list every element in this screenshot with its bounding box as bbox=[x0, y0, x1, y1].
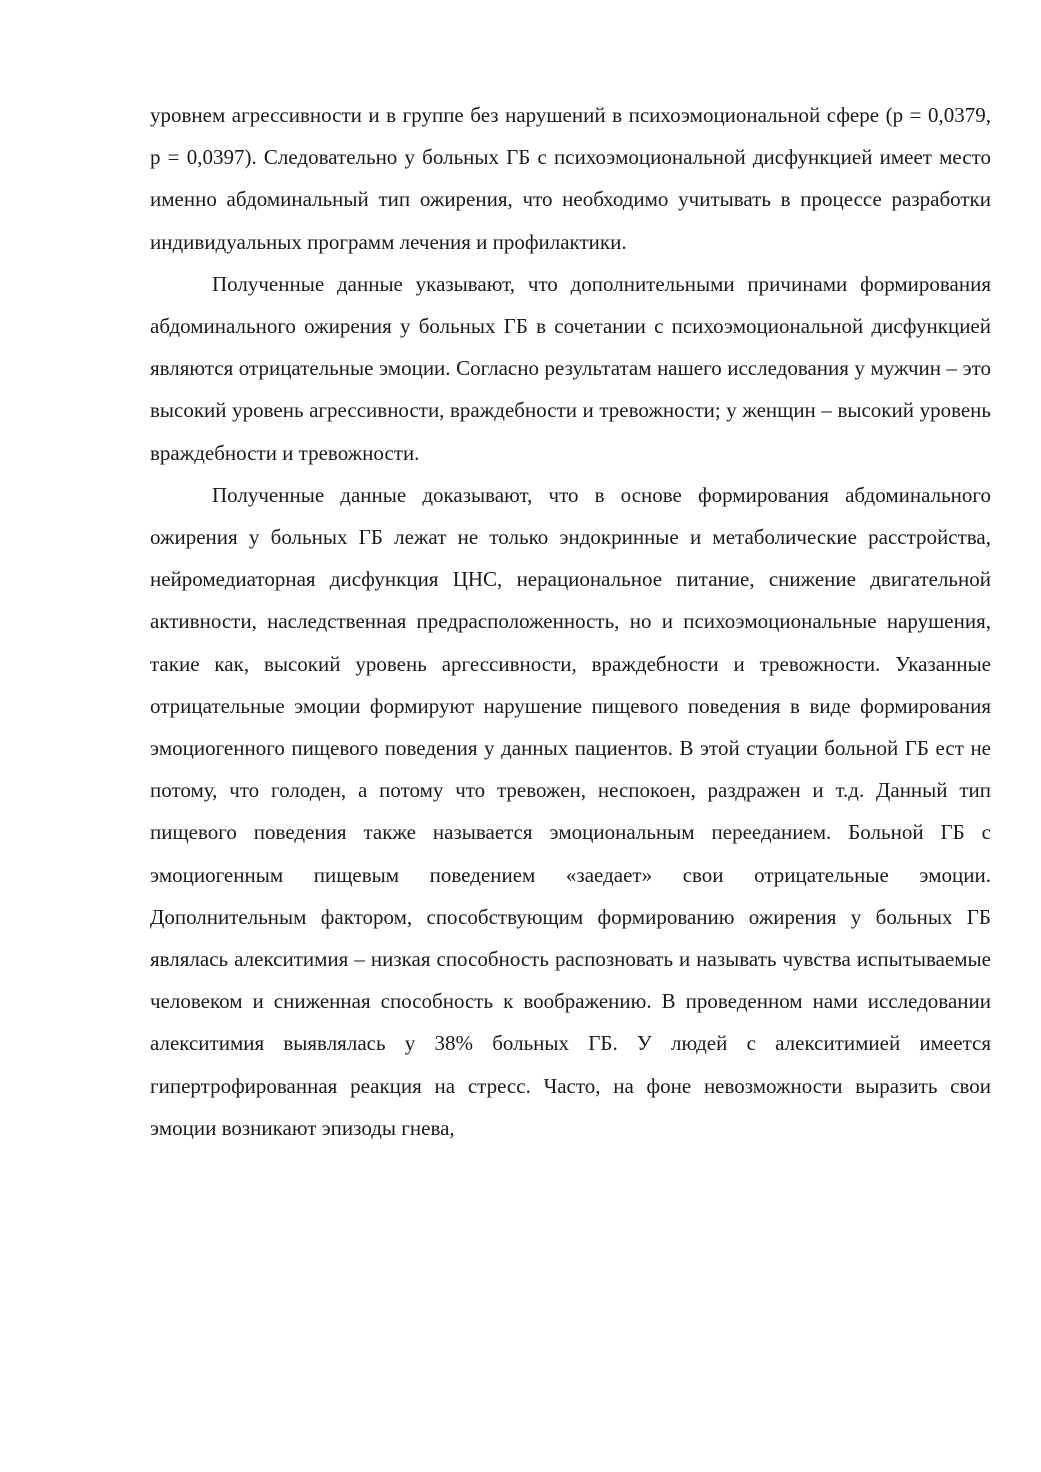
paragraph-continuation: уровнем агрессивности и в группе без нарушений в психоэмоциональной сфере (p = 0,0379, p = 0,0397). Следовательно у больных ГБ с психоэмоциональной дисфункцией имеет место именно абдоминальный тип ожирения, что необходимо учитывать в процессе разработки индивидуальных программ лечения и профилактики. bbox=[150, 103, 991, 254]
body-text bbox=[150, 94, 991, 1149]
paragraph-additional-causes: Полученные данные указывают, что дополнительными причинами формирования абдоминального ожирения у больных ГБ в сочетании с психоэмоциональной дисфункцией являются отрицательные эмоции. Согласно результатам нашего исследования у мужчин – это высокий уровень агрессивности, враждебности и тревожности; у женщин – высокий уровень враждебности и тревожности. bbox=[150, 271, 991, 465]
paragraph-proven-factors: Полученные данные доказывают, что в основе формирования абдоминального ожирения у больных ГБ лежат не только эндокринные и метаболические расстройства, нейромедиаторная дисфункция ЦНС, нерациональное питание, снижение двигательной активности, наследственная предрасположенность, но и психоэмоциональные нарушения, такие как, высокий уровень аргессивности, враждебности и тревожности. Указанные отрицательные эмоции формируют нарушение пищевого поведения в виде формирования эмоциогенного пищевого поведения у данных пациентов. В этой стуации больной ГБ ест не потому, что голоден, а потому что тревожен, неспокоен, раздражен и т.д. Данный тип пищевого поведения также называется эмоциональным перееданием. Больной ГБ с эмоциогенным пищевым поведением «заедает» свои отрицательные эмоции. Дополнительным фактором, способствующим формированию ожирения у больных ГБ являлась алекситимия – низкая способность распозновать и называть чувства испытываемые человеком и сниженная способность к воображению. В проведенном нами исследовании алекситимия выявлялась у 38% больных ГБ. У людей с алекситимией имеется гипертрофированная реакция на стресс. Часто, на фоне невозможности выразить свои эмоции возникают эпизоды гнева, bbox=[150, 482, 991, 1140]
